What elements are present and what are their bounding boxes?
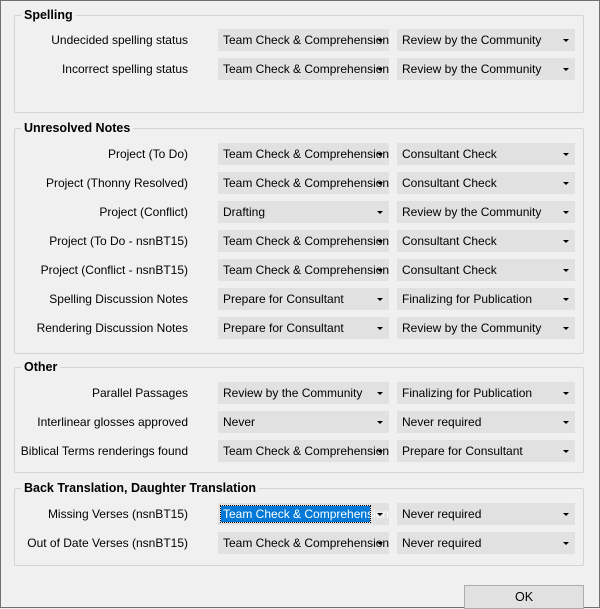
dropdown-value: Consultant Check xyxy=(402,234,497,248)
chevron-down-icon[interactable] xyxy=(557,289,574,309)
dropdown-value: Prepare for Consultant xyxy=(402,444,523,458)
group-title-back-translation: Back Translation, Daughter Translation xyxy=(21,480,259,496)
first-stage-dropdown[interactable] xyxy=(218,230,389,252)
dropdown-value: Team Check & Comprehension xyxy=(223,62,390,76)
chevron-down-icon[interactable] xyxy=(371,231,388,251)
row-project-conflict-nsnbt15 xyxy=(15,259,585,281)
row-undecided-spelling-status xyxy=(15,29,585,51)
dropdown-value: Never required xyxy=(402,507,482,521)
dropdown-value: Team Check & Comprehension xyxy=(223,234,390,248)
second-stage-dropdown[interactable] xyxy=(397,411,575,433)
second-stage-dropdown[interactable] xyxy=(397,317,575,339)
chevron-down-icon[interactable] xyxy=(371,289,388,309)
dropdown-value: Consultant Check xyxy=(402,147,497,161)
row-label: Missing Verses (nsnBT15) xyxy=(47,507,188,521)
chevron-down-icon[interactable] xyxy=(371,533,388,553)
row-rendering-discussion-notes xyxy=(15,317,585,339)
second-stage-dropdown[interactable] xyxy=(397,172,575,194)
row-project-conflict xyxy=(15,201,585,223)
second-stage-dropdown[interactable] xyxy=(397,143,575,165)
row-incorrect-spelling-status xyxy=(15,58,585,80)
chevron-down-icon[interactable] xyxy=(557,202,574,222)
chevron-down-icon[interactable] xyxy=(371,30,388,50)
dropdown-value: Team Check & Comprehension xyxy=(223,263,390,277)
second-stage-dropdown[interactable] xyxy=(397,259,575,281)
row-label: Project (To Do) xyxy=(107,147,188,161)
first-stage-dropdown[interactable] xyxy=(218,503,389,525)
dropdown-value: Finalizing for Publication xyxy=(402,386,533,400)
dropdown-value: Consultant Check xyxy=(402,176,497,190)
dropdown-value: Never required xyxy=(402,536,482,550)
first-stage-dropdown[interactable] xyxy=(218,29,389,51)
chevron-down-icon[interactable] xyxy=(557,231,574,251)
row-interlinear-glosses-approved xyxy=(15,411,585,433)
first-stage-dropdown[interactable] xyxy=(218,382,389,404)
row-project-thonny-resolved xyxy=(15,172,585,194)
ok-button[interactable]: OK xyxy=(464,585,584,609)
first-stage-dropdown[interactable] xyxy=(218,58,389,80)
chevron-down-icon[interactable] xyxy=(557,30,574,50)
chevron-down-icon[interactable] xyxy=(371,202,388,222)
row-label: Project (Conflict) xyxy=(99,205,188,219)
chevron-down-icon[interactable] xyxy=(557,318,574,338)
row-label: Project (To Do - nsnBT15) xyxy=(49,234,188,248)
chevron-down-icon[interactable] xyxy=(371,260,388,280)
dropdown-value: Review by the Community xyxy=(402,62,542,76)
chevron-down-icon[interactable] xyxy=(371,441,388,461)
second-stage-dropdown[interactable] xyxy=(397,201,575,223)
dropdown-value: Team Check & Comprehension xyxy=(223,147,390,161)
row-biblical-terms-renderings-found xyxy=(15,440,585,462)
row-label: Interlinear glosses approved xyxy=(37,415,188,429)
dropdown-value: Review by the Community xyxy=(402,205,542,219)
group-spelling xyxy=(14,8,584,113)
dropdown-value: Finalizing for Publication xyxy=(402,292,533,306)
row-missing-verses xyxy=(15,503,585,525)
row-spelling-discussion-notes xyxy=(15,288,585,310)
chevron-down-icon[interactable] xyxy=(557,412,574,432)
row-label: Parallel Passages xyxy=(91,386,188,400)
dropdown-value: Review by the Community xyxy=(402,321,542,335)
chevron-down-icon[interactable] xyxy=(557,59,574,79)
second-stage-dropdown[interactable] xyxy=(397,58,575,80)
row-project-to-do xyxy=(15,143,585,165)
dropdown-value: Team Check & Comprehension xyxy=(223,536,390,550)
first-stage-dropdown[interactable] xyxy=(218,532,389,554)
group-unresolved-notes xyxy=(14,121,584,354)
chevron-down-icon[interactable] xyxy=(557,504,574,524)
group-title-unresolved-notes: Unresolved Notes xyxy=(21,120,133,136)
row-label: Spelling Discussion Notes xyxy=(49,292,188,306)
second-stage-dropdown[interactable] xyxy=(397,230,575,252)
row-parallel-passages xyxy=(15,382,585,404)
row-label: Project (Conflict - nsnBT15) xyxy=(40,263,188,277)
row-label: Project (Thonny Resolved) xyxy=(45,176,188,190)
dropdown-value: Drafting xyxy=(223,205,266,219)
second-stage-dropdown[interactable] xyxy=(397,532,575,554)
row-label: Out of Date Verses (nsnBT15) xyxy=(27,536,188,550)
chevron-down-icon[interactable] xyxy=(371,383,388,403)
second-stage-dropdown[interactable] xyxy=(397,382,575,404)
dropdown-value: Never xyxy=(223,415,256,429)
chevron-down-icon[interactable] xyxy=(371,173,388,193)
first-stage-dropdown[interactable] xyxy=(218,259,389,281)
dropdown-value: Team Check & Comprehension xyxy=(223,507,390,521)
chevron-down-icon[interactable] xyxy=(371,504,388,524)
second-stage-dropdown[interactable] xyxy=(397,29,575,51)
chevron-down-icon[interactable] xyxy=(557,260,574,280)
chevron-down-icon[interactable] xyxy=(371,59,388,79)
first-stage-dropdown[interactable] xyxy=(218,288,389,310)
first-stage-dropdown[interactable] xyxy=(218,317,389,339)
chevron-down-icon[interactable] xyxy=(557,441,574,461)
group-back-translation xyxy=(14,481,584,566)
row-project-to-do-nsnbt15 xyxy=(15,230,585,252)
row-out-of-date-verses xyxy=(15,532,585,554)
dropdown-value: Team Check & Comprehension xyxy=(223,444,390,458)
first-stage-dropdown[interactable] xyxy=(218,201,389,223)
row-label: Biblical Terms renderings found xyxy=(20,444,188,458)
group-title-spelling: Spelling xyxy=(21,7,76,23)
row-label: Rendering Discussion Notes xyxy=(36,321,188,335)
dropdown-value: Prepare for Consultant xyxy=(223,321,344,335)
dropdown-value: Never required xyxy=(402,415,482,429)
first-stage-dropdown[interactable] xyxy=(218,143,389,165)
row-label: Incorrect spelling status xyxy=(61,62,188,76)
chevron-down-icon[interactable] xyxy=(557,533,574,553)
first-stage-dropdown[interactable] xyxy=(218,172,389,194)
group-other xyxy=(14,360,584,473)
row-label: Undecided spelling status xyxy=(51,33,188,47)
dropdown-value: Prepare for Consultant xyxy=(223,292,344,306)
chevron-down-icon[interactable] xyxy=(557,173,574,193)
second-stage-dropdown[interactable] xyxy=(397,440,575,462)
dropdown-value: Review by the Community xyxy=(223,386,363,400)
chevron-down-icon[interactable] xyxy=(557,383,574,403)
first-stage-dropdown[interactable] xyxy=(218,411,389,433)
chevron-down-icon[interactable] xyxy=(371,318,388,338)
chevron-down-icon[interactable] xyxy=(371,144,388,164)
chevron-down-icon[interactable] xyxy=(557,144,574,164)
dropdown-value: Consultant Check xyxy=(402,263,497,277)
dropdown-value: Team Check & Comprehension xyxy=(223,176,390,190)
chevron-down-icon[interactable] xyxy=(371,412,388,432)
second-stage-dropdown[interactable] xyxy=(397,288,575,310)
first-stage-dropdown[interactable] xyxy=(218,440,389,462)
dropdown-value: Review by the Community xyxy=(402,33,542,47)
group-title-other: Other xyxy=(21,359,60,375)
dropdown-value: Team Check & Comprehension xyxy=(223,33,390,47)
second-stage-dropdown[interactable] xyxy=(397,503,575,525)
